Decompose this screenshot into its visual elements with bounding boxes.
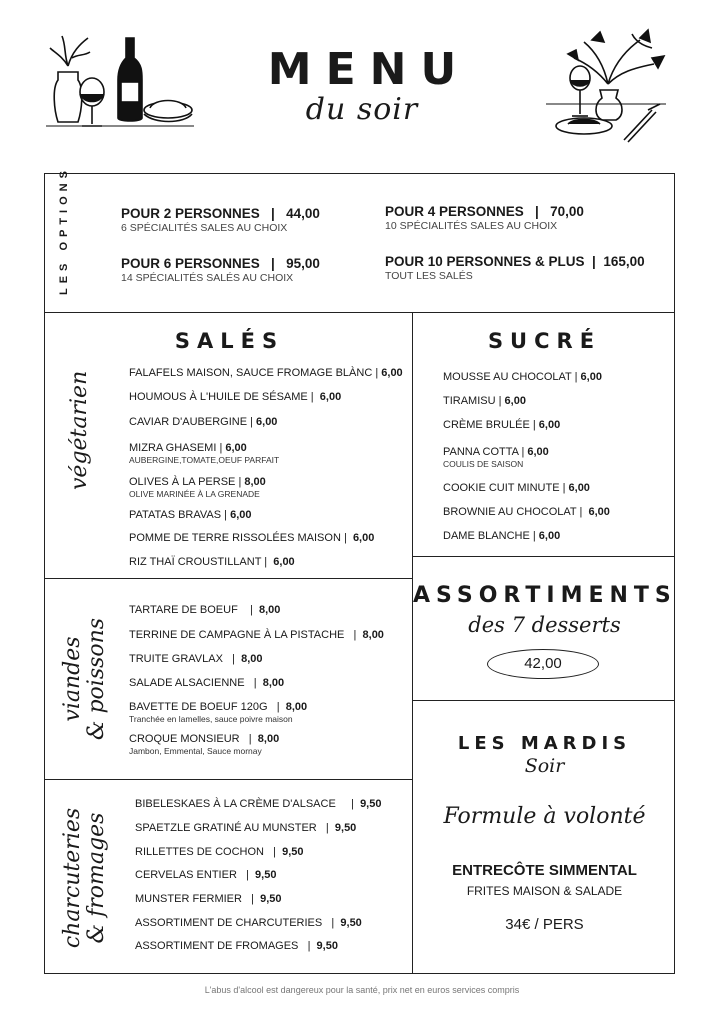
item-price: 8,00 (262, 677, 285, 689)
vegetarien-label: végétarien (67, 370, 92, 490)
menu-title: MENU (267, 44, 471, 95)
item-description: OLIVE MARINÉE À LA GRENADE (129, 489, 260, 499)
menu-item (135, 940, 338, 952)
item-name: CERVELAS ENTIER | (135, 869, 249, 881)
item-name: BAVETTE DE BOEUF 120G | (129, 701, 280, 713)
menu-item (443, 419, 560, 431)
mardis-price: 34€ / PERS (505, 916, 584, 933)
item-description: COULIS DE SAISON (443, 459, 524, 469)
item-price: 9,50 (316, 940, 338, 952)
mardis-sides: FRITES MAISON & SALADE (466, 884, 623, 898)
item-price: 6,00 (225, 442, 247, 454)
vase-glass-plate-illustration (544, 28, 670, 144)
item-name: COOKIE CUIT MINUTE | (443, 482, 566, 494)
mardis-title: LES MARDIS (457, 733, 632, 754)
menu-item (443, 395, 526, 407)
viandes-label-line1: viandes (60, 636, 85, 722)
option-4-personnes (385, 204, 584, 232)
viandes-box (44, 578, 413, 780)
option-title: POUR 6 PERSONNES | 95,00 (121, 256, 320, 271)
menu-item (129, 677, 284, 689)
menu-item (129, 733, 279, 756)
item-name: HOUMOUS À L'HUILE DE SÉSAME | (129, 391, 314, 403)
formule-text: Formule à volonté (443, 804, 646, 829)
sales-title: SALÉS (174, 329, 285, 353)
menu-item (135, 917, 362, 929)
menu-item (135, 822, 356, 834)
menu-item (129, 476, 266, 499)
item-name: TRUITE GRAVLAX | (129, 653, 235, 665)
item-price: 9,50 (255, 869, 277, 881)
item-name: TIRAMISU | (443, 395, 502, 407)
assortiments-box (412, 556, 675, 701)
viandes-label (61, 609, 109, 749)
vegetarien-box (44, 312, 413, 579)
option-subtitle: 10 SPÉCIALITÉS SALES AU CHOIX (385, 220, 558, 232)
item-name: BROWNIE AU CHOCOLAT | (443, 506, 583, 518)
menu-item (129, 416, 277, 428)
option-10-personnes (385, 254, 645, 282)
menu-item (129, 701, 307, 724)
item-price: 9,50 (282, 846, 304, 858)
item-name: FALAFELS MAISON, SAUCE FROMAGE BLÀNC | (129, 367, 379, 379)
option-6-personnes (121, 256, 320, 284)
item-price: 6,00 (527, 446, 549, 458)
item-price: 9,50 (340, 917, 362, 929)
item-name: MUNSTER FERMIER | (135, 893, 254, 905)
item-name: CAVIAR D'AUBERGINE | (129, 416, 253, 428)
option-title: POUR 2 PERSONNES | 44,00 (121, 206, 320, 221)
item-price: 6,00 (580, 371, 602, 383)
menu-item (129, 532, 374, 544)
item-price: 6,00 (568, 482, 590, 494)
options-label: LES OPTIONS (58, 166, 70, 295)
menu-item (129, 653, 263, 665)
item-price: 6,00 (538, 419, 561, 431)
options-box (44, 166, 675, 313)
sucre-box (412, 312, 675, 557)
assortiments-price-badge: 42,00 (487, 649, 599, 679)
menu-item (129, 391, 341, 403)
item-description: Tranchée en lamelles, sauce poivre maison (129, 714, 293, 724)
menu-item (129, 442, 279, 465)
item-price: 6,00 (230, 509, 252, 521)
item-price: 6,00 (381, 367, 403, 379)
mardis-dish: ENTRECÔTE SIMMENTAL (452, 862, 637, 879)
charcuteries-label-line1: charcuteries (60, 807, 85, 949)
menu-item (135, 846, 304, 858)
assortiments-subtitle: des 7 desserts (468, 613, 621, 637)
item-name: RILLETTES DE COCHON | (135, 846, 276, 858)
menu-item (129, 367, 403, 379)
mardis-box (412, 700, 675, 974)
item-name: TARTARE DE BOEUF | (129, 604, 253, 616)
menu-item (129, 629, 384, 641)
menu-item (443, 446, 549, 469)
option-subtitle: 14 SPÉCIALITÉS SALÉS AU CHOIX (121, 272, 294, 284)
item-name: CRÈME BRULÉE | (443, 419, 536, 431)
item-price: 9,50 (360, 798, 382, 810)
item-price: 8,00 (241, 653, 263, 665)
item-price: 6,00 (538, 530, 561, 542)
item-price: 8,00 (259, 604, 281, 616)
item-name: PATATAS BRAVAS | (129, 509, 228, 521)
menu-item (135, 798, 381, 810)
menu-item (129, 556, 295, 568)
item-name: PANNA COTTA | (443, 446, 525, 458)
menu-item (135, 893, 282, 905)
item-name: BIBELESKAES À LA CRÈME D'ALSACE | (135, 798, 354, 810)
item-name: POMME DE TERRE RISSOLÉES MAISON | (129, 532, 347, 544)
item-price: 8,00 (362, 629, 384, 641)
option-title: POUR 10 PERSONNES & PLUS | 165,00 (385, 254, 645, 269)
option-subtitle: 6 SPÉCIALITÉS SALES AU CHOIX (121, 222, 288, 234)
sucre-title: SUCRÉ (487, 329, 602, 353)
item-price: 9,50 (260, 893, 282, 905)
viandes-label-line2: & poissons (84, 617, 109, 741)
item-price: 6,00 (256, 416, 278, 428)
option-title: POUR 4 PERSONNES | 70,00 (385, 204, 584, 219)
menu-item (129, 509, 252, 521)
menu-item (135, 869, 276, 881)
item-price: 6,00 (352, 532, 375, 544)
item-price: 8,00 (257, 733, 280, 745)
item-name: TERRINE DE CAMPAGNE À LA PISTACHE | (129, 629, 357, 641)
wine-bottle-glass-illustration (44, 28, 196, 132)
menu-item (443, 371, 602, 383)
item-name: MIZRA GHASEMI | (129, 442, 223, 454)
item-name: SALADE ALSACIENNE | (129, 677, 257, 689)
item-description: Jambon, Emmental, Sauce mornay (129, 746, 262, 756)
item-name: ASSORTIMENT DE CHARCUTERIES | (135, 917, 335, 929)
mardis-subtitle: Soir (524, 755, 565, 777)
item-name: DAME BLANCHE | (443, 530, 536, 542)
menu-item (129, 604, 280, 616)
item-price: 6,00 (504, 395, 526, 407)
assortiments-title: ASSORTIMENTS (413, 583, 677, 608)
item-name: ASSORTIMENT DE FROMAGES | (135, 940, 311, 952)
item-description: AUBERGINE,TOMATE,OEUF PARFAIT (129, 455, 280, 465)
item-name: CROQUE MONSIEUR | (129, 733, 252, 745)
option-2-personnes (121, 206, 320, 234)
charcuteries-box (44, 779, 413, 974)
item-price: 6,00 (319, 391, 342, 403)
charcuteries-label-line2: & fromages (84, 812, 109, 944)
menu-item (443, 506, 610, 518)
menu-subtitle: du soir (305, 92, 419, 127)
item-price: 6,00 (588, 506, 610, 518)
footer-disclaimer: L'abus d'alcool est dangereux pour la santé, prix net en euros services compris (204, 985, 520, 995)
item-name: OLIVES À LA PERSE | (129, 476, 242, 488)
option-subtitle: TOUT LES SALÉS (385, 270, 473, 282)
item-price: 9,50 (334, 822, 357, 834)
item-name: SPAETZLE GRATINÉ AU MUNSTER | (135, 822, 329, 834)
item-name: RIZ THAÏ CROUSTILLANT | (129, 556, 268, 568)
item-price: 8,00 (244, 476, 266, 488)
menu-item (443, 530, 560, 542)
menu-item (443, 482, 590, 494)
item-name: MOUSSE AU CHOCOLAT | (443, 371, 578, 383)
item-price: 6,00 (273, 556, 295, 568)
item-price: 8,00 (285, 701, 308, 713)
charcuteries-label (61, 798, 109, 958)
